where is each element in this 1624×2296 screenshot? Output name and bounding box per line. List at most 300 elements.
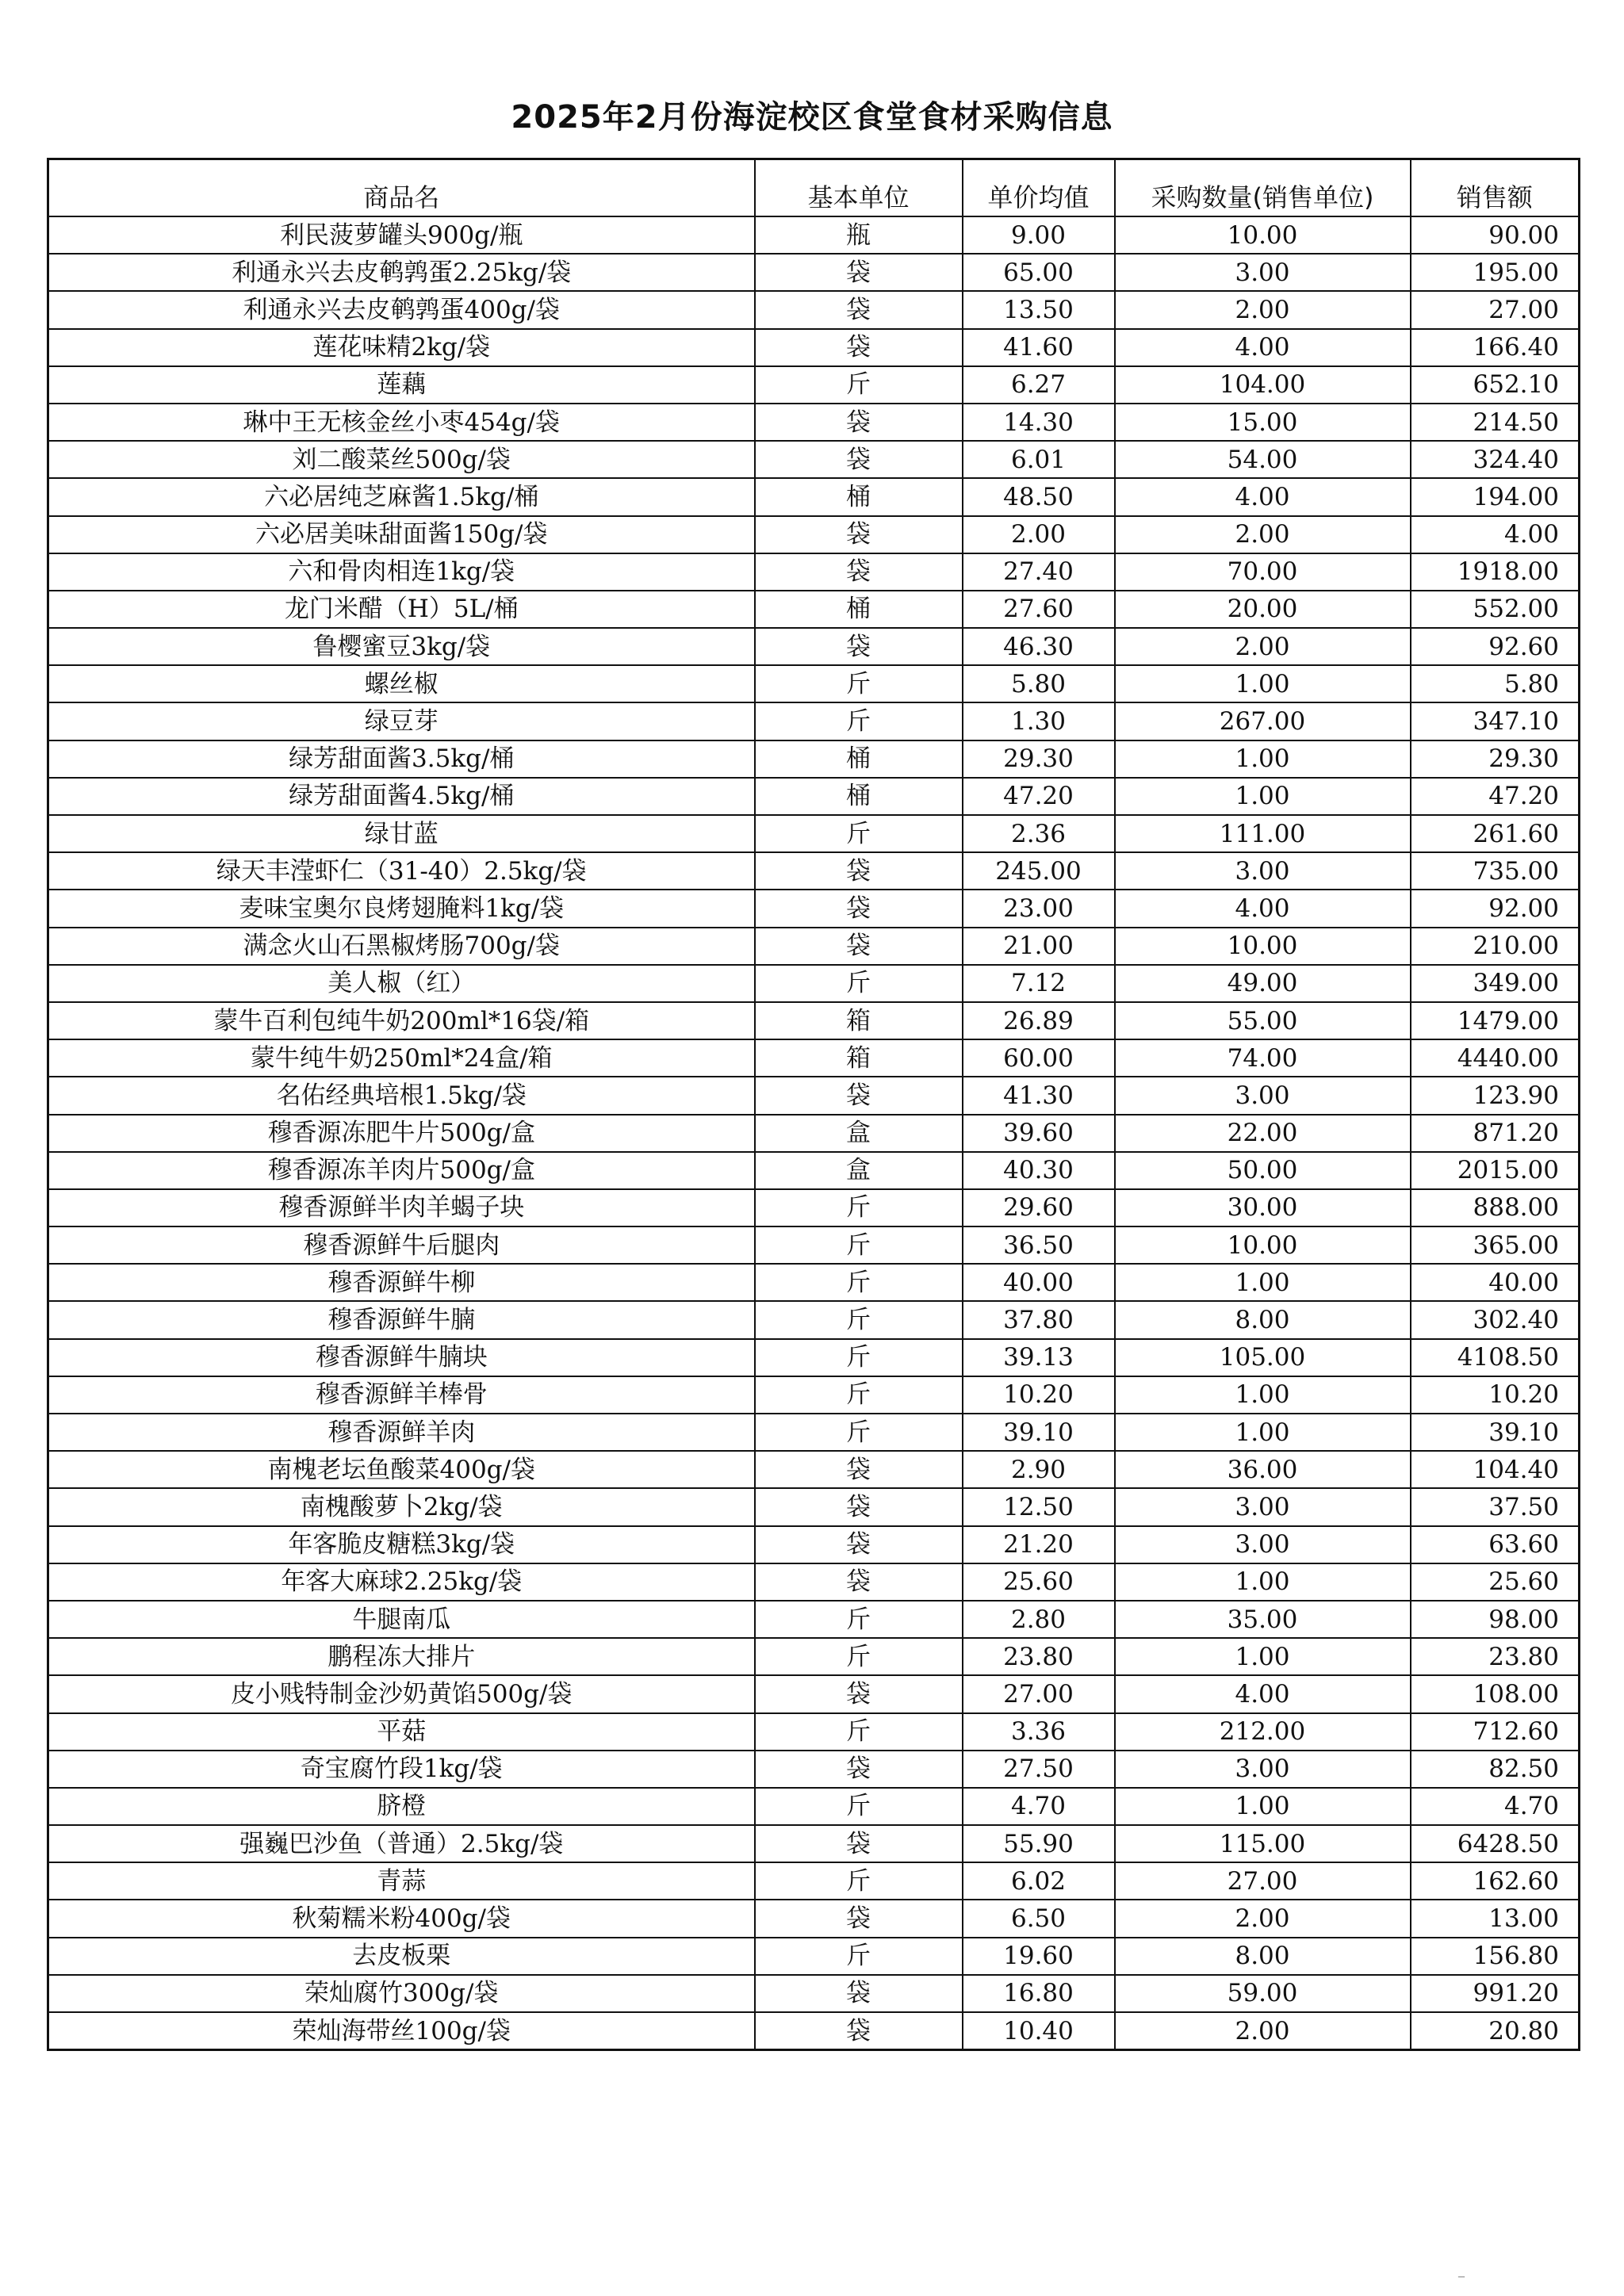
cell-purchase-quantity: 54.00 (1115, 441, 1411, 478)
cell-product-name: 莲藕 (48, 366, 755, 404)
cell-product-name: 强巍巴沙鱼（普通）2.5kg/袋 (48, 1825, 755, 1862)
cell-base-unit: 袋 (755, 329, 963, 366)
cell-base-unit: 桶 (755, 778, 963, 815)
cell-purchase-quantity: 115.00 (1115, 1825, 1411, 1862)
cell-base-unit: 斤 (755, 665, 963, 702)
cell-base-unit: 袋 (755, 1526, 963, 1563)
table-row (48, 852, 1580, 890)
cell-base-unit: 斤 (755, 1938, 963, 1975)
table-row (48, 1451, 1580, 1488)
cell-avg-unit-price: 26.89 (963, 1002, 1115, 1039)
table-row (48, 1975, 1580, 2012)
cell-sales-amount: 104.40 (1411, 1451, 1580, 1488)
cell-purchase-quantity: 1.00 (1115, 778, 1411, 815)
cell-base-unit: 斤 (755, 815, 963, 852)
cell-product-name: 六必居美味甜面酱150g/袋 (48, 516, 755, 553)
table-row (48, 1751, 1580, 1788)
cell-avg-unit-price: 4.70 (963, 1788, 1115, 1825)
cell-purchase-quantity: 22.00 (1115, 1115, 1411, 1152)
cell-base-unit: 斤 (755, 1339, 963, 1376)
cell-avg-unit-price: 2.00 (963, 516, 1115, 553)
cell-base-unit: 袋 (755, 628, 963, 665)
cell-sales-amount: 82.50 (1411, 1751, 1580, 1788)
cell-avg-unit-price: 10.40 (963, 2012, 1115, 2050)
cell-base-unit: 袋 (755, 1563, 963, 1601)
table-row (48, 1563, 1580, 1601)
cell-product-name: 绿豆芽 (48, 702, 755, 740)
cell-avg-unit-price: 9.00 (963, 216, 1115, 254)
cell-sales-amount: 712.60 (1411, 1713, 1580, 1751)
cell-avg-unit-price: 21.20 (963, 1526, 1115, 1563)
cell-avg-unit-price: 6.27 (963, 366, 1115, 404)
cell-purchase-quantity: 4.00 (1115, 1675, 1411, 1712)
cell-avg-unit-price: 1.30 (963, 702, 1115, 740)
cell-base-unit: 箱 (755, 1039, 963, 1077)
cell-base-unit: 斤 (755, 1376, 963, 1414)
cell-purchase-quantity: 3.00 (1115, 254, 1411, 291)
cell-product-name: 穆香源鲜牛后腿肉 (48, 1226, 755, 1264)
cell-avg-unit-price: 2.36 (963, 815, 1115, 852)
cell-base-unit: 斤 (755, 1601, 963, 1638)
cell-avg-unit-price: 27.00 (963, 1675, 1115, 1712)
cell-sales-amount: 194.00 (1411, 478, 1580, 515)
cell-base-unit: 袋 (755, 1975, 963, 2012)
table-row (48, 965, 1580, 1002)
cell-product-name: 穆香源鲜半肉羊蝎子块 (48, 1189, 755, 1226)
cell-product-name: 皮小贱特制金沙奶黄馅500g/袋 (48, 1675, 755, 1712)
cell-base-unit: 斤 (755, 1862, 963, 1900)
cell-purchase-quantity: 10.00 (1115, 216, 1411, 254)
cell-purchase-quantity: 1.00 (1115, 665, 1411, 702)
cell-sales-amount: 39.10 (1411, 1414, 1580, 1451)
cell-sales-amount: 123.90 (1411, 1077, 1580, 1114)
cell-base-unit: 斤 (755, 1226, 963, 1264)
table-row (48, 291, 1580, 328)
table-row (48, 702, 1580, 740)
cell-avg-unit-price: 14.30 (963, 404, 1115, 441)
cell-product-name: 穆香源鲜牛柳 (48, 1264, 755, 1301)
cell-avg-unit-price: 36.50 (963, 1226, 1115, 1264)
table-row (48, 1713, 1580, 1751)
cell-purchase-quantity: 50.00 (1115, 1152, 1411, 1189)
cell-product-name: 穆香源鲜羊棒骨 (48, 1376, 755, 1414)
cell-base-unit: 斤 (755, 1264, 963, 1301)
cell-base-unit: 斤 (755, 1788, 963, 1825)
cell-base-unit: 袋 (755, 291, 963, 328)
cell-avg-unit-price: 23.00 (963, 890, 1115, 927)
cell-product-name: 青蒜 (48, 1862, 755, 1900)
cell-purchase-quantity: 212.00 (1115, 1713, 1411, 1751)
cell-sales-amount: 552.00 (1411, 591, 1580, 628)
cell-avg-unit-price: 10.20 (963, 1376, 1115, 1414)
cell-base-unit: 桶 (755, 740, 963, 778)
cell-sales-amount: 4.00 (1411, 516, 1580, 553)
cell-purchase-quantity: 104.00 (1115, 366, 1411, 404)
cell-avg-unit-price: 29.30 (963, 740, 1115, 778)
table-row (48, 1301, 1580, 1338)
cell-avg-unit-price: 19.60 (963, 1938, 1115, 1975)
cell-sales-amount: 37.50 (1411, 1488, 1580, 1525)
cell-purchase-quantity: 2.00 (1115, 2012, 1411, 2050)
cell-base-unit: 斤 (755, 1638, 963, 1675)
cell-avg-unit-price: 5.80 (963, 665, 1115, 702)
table-row (48, 254, 1580, 291)
header-base-unit: 基本单位 (755, 159, 963, 217)
cell-product-name: 利民菠萝罐头900g/瓶 (48, 216, 755, 254)
cell-sales-amount: 261.60 (1411, 815, 1580, 852)
table-row (48, 216, 1580, 254)
cell-sales-amount: 166.40 (1411, 329, 1580, 366)
cell-avg-unit-price: 60.00 (963, 1039, 1115, 1077)
cell-avg-unit-price: 48.50 (963, 478, 1115, 515)
table-row (48, 1601, 1580, 1638)
cell-product-name: 莲花味精2kg/袋 (48, 329, 755, 366)
cell-purchase-quantity: 15.00 (1115, 404, 1411, 441)
cell-sales-amount: 23.80 (1411, 1638, 1580, 1675)
cell-product-name: 鲁樱蜜豆3kg/袋 (48, 628, 755, 665)
cell-sales-amount: 210.00 (1411, 928, 1580, 965)
cell-base-unit: 袋 (755, 254, 963, 291)
cell-product-name: 绿芳甜面酱4.5kg/桶 (48, 778, 755, 815)
table-row (48, 1414, 1580, 1451)
cell-base-unit: 瓶 (755, 216, 963, 254)
cell-avg-unit-price: 6.01 (963, 441, 1115, 478)
cell-product-name: 蒙牛纯牛奶250ml*24盒/箱 (48, 1039, 755, 1077)
table-row (48, 1938, 1580, 1975)
procurement-table (47, 158, 1580, 2051)
table-row (48, 1488, 1580, 1525)
table-row (48, 1675, 1580, 1712)
cell-purchase-quantity: 2.00 (1115, 516, 1411, 553)
cell-sales-amount: 63.60 (1411, 1526, 1580, 1563)
cell-sales-amount: 156.80 (1411, 1938, 1580, 1975)
cell-sales-amount: 652.10 (1411, 366, 1580, 404)
table-row (48, 890, 1580, 927)
cell-sales-amount: 365.00 (1411, 1226, 1580, 1264)
cell-avg-unit-price: 2.90 (963, 1451, 1115, 1488)
cell-product-name: 穆香源鲜羊肉 (48, 1414, 755, 1451)
cell-product-name: 龙门米醋（H）5L/桶 (48, 591, 755, 628)
table-row (48, 778, 1580, 815)
cell-base-unit: 袋 (755, 1451, 963, 1488)
table-row (48, 1226, 1580, 1264)
cell-avg-unit-price: 41.30 (963, 1077, 1115, 1114)
cell-avg-unit-price: 25.60 (963, 1563, 1115, 1601)
table-row (48, 665, 1580, 702)
cell-sales-amount: 195.00 (1411, 254, 1580, 291)
cell-avg-unit-price: 40.00 (963, 1264, 1115, 1301)
cell-sales-amount: 27.00 (1411, 291, 1580, 328)
cell-product-name: 美人椒（红） (48, 965, 755, 1002)
cell-avg-unit-price: 55.90 (963, 1825, 1115, 1862)
cell-purchase-quantity: 74.00 (1115, 1039, 1411, 1077)
cell-sales-amount: 108.00 (1411, 1675, 1580, 1712)
cell-base-unit: 斤 (755, 1189, 963, 1226)
table-row (48, 1115, 1580, 1152)
cell-product-name: 六必居纯芝麻酱1.5kg/桶 (48, 478, 755, 515)
cell-avg-unit-price: 39.13 (963, 1339, 1115, 1376)
cell-purchase-quantity: 10.00 (1115, 928, 1411, 965)
cell-purchase-quantity: 20.00 (1115, 591, 1411, 628)
cell-product-name: 麦味宝奥尔良烤翅腌料1kg/袋 (48, 890, 755, 927)
cell-product-name: 利通永兴去皮鹌鹑蛋2.25kg/袋 (48, 254, 755, 291)
cell-purchase-quantity: 1.00 (1115, 1264, 1411, 1301)
table-row (48, 591, 1580, 628)
cell-sales-amount: 40.00 (1411, 1264, 1580, 1301)
cell-product-name: 琳中王无核金丝小枣454g/袋 (48, 404, 755, 441)
cell-sales-amount: 888.00 (1411, 1189, 1580, 1226)
cell-purchase-quantity: 3.00 (1115, 1488, 1411, 1525)
cell-base-unit: 袋 (755, 1077, 963, 1114)
table-row (48, 1264, 1580, 1301)
cell-avg-unit-price: 39.10 (963, 1414, 1115, 1451)
cell-purchase-quantity: 35.00 (1115, 1601, 1411, 1638)
cell-purchase-quantity: 8.00 (1115, 1301, 1411, 1338)
cell-base-unit: 袋 (755, 852, 963, 890)
cell-avg-unit-price: 6.02 (963, 1862, 1115, 1900)
cell-base-unit: 袋 (755, 1488, 963, 1525)
cell-avg-unit-price: 47.20 (963, 778, 1115, 815)
cell-product-name: 绿甘蓝 (48, 815, 755, 852)
table-row (48, 815, 1580, 852)
cell-purchase-quantity: 3.00 (1115, 1077, 1411, 1114)
cell-purchase-quantity: 30.00 (1115, 1189, 1411, 1226)
cell-purchase-quantity: 105.00 (1115, 1339, 1411, 1376)
cell-sales-amount: 29.30 (1411, 740, 1580, 778)
cell-purchase-quantity: 4.00 (1115, 890, 1411, 927)
cell-base-unit: 袋 (755, 928, 963, 965)
cell-product-name: 刘二酸菜丝500g/袋 (48, 441, 755, 478)
cell-purchase-quantity: 49.00 (1115, 965, 1411, 1002)
cell-sales-amount: 302.40 (1411, 1301, 1580, 1338)
cell-product-name: 螺丝椒 (48, 665, 755, 702)
cell-product-name: 牛腿南瓜 (48, 1601, 755, 1638)
cell-avg-unit-price: 245.00 (963, 852, 1115, 890)
cell-product-name: 南槐酸萝卜2kg/袋 (48, 1488, 755, 1525)
cell-product-name: 奇宝腐竹段1kg/袋 (48, 1751, 755, 1788)
cell-base-unit: 袋 (755, 1900, 963, 1937)
cell-base-unit: 桶 (755, 591, 963, 628)
cell-purchase-quantity: 55.00 (1115, 1002, 1411, 1039)
cell-avg-unit-price: 40.30 (963, 1152, 1115, 1189)
cell-sales-amount: 13.00 (1411, 1900, 1580, 1937)
table-row (48, 1638, 1580, 1675)
cell-avg-unit-price: 23.80 (963, 1638, 1115, 1675)
cell-sales-amount: 1479.00 (1411, 1002, 1580, 1039)
cell-sales-amount: 47.20 (1411, 778, 1580, 815)
cell-product-name: 荣灿腐竹300g/袋 (48, 1975, 755, 2012)
cell-avg-unit-price: 6.50 (963, 1900, 1115, 1937)
cell-base-unit: 斤 (755, 1713, 963, 1751)
cell-purchase-quantity: 1.00 (1115, 1563, 1411, 1601)
cell-sales-amount: 4.70 (1411, 1788, 1580, 1825)
table-row (48, 2012, 1580, 2050)
cell-product-name: 蒙牛百利包纯牛奶200ml*16袋/箱 (48, 1002, 755, 1039)
cell-avg-unit-price: 29.60 (963, 1189, 1115, 1226)
cell-sales-amount: 20.80 (1411, 2012, 1580, 2050)
cell-base-unit: 盒 (755, 1115, 963, 1152)
header-product-name: 商品名 (48, 159, 755, 217)
table-row (48, 1825, 1580, 1862)
cell-product-name: 穆香源冻羊肉片500g/盒 (48, 1152, 755, 1189)
cell-sales-amount: 5.80 (1411, 665, 1580, 702)
cell-product-name: 去皮板栗 (48, 1938, 755, 1975)
cell-purchase-quantity: 3.00 (1115, 1751, 1411, 1788)
cell-purchase-quantity: 1.00 (1115, 740, 1411, 778)
cell-sales-amount: 349.00 (1411, 965, 1580, 1002)
cell-sales-amount: 25.60 (1411, 1563, 1580, 1601)
cell-sales-amount: 2015.00 (1411, 1152, 1580, 1189)
table-row (48, 1526, 1580, 1563)
cell-purchase-quantity: 4.00 (1115, 478, 1411, 515)
cell-product-name: 绿天丰滢虾仁（31-40）2.5kg/袋 (48, 852, 755, 890)
cell-base-unit: 斤 (755, 1301, 963, 1338)
cell-sales-amount: 871.20 (1411, 1115, 1580, 1152)
cell-base-unit: 袋 (755, 404, 963, 441)
cell-purchase-quantity: 1.00 (1115, 1376, 1411, 1414)
cell-base-unit: 袋 (755, 516, 963, 553)
cell-avg-unit-price: 65.00 (963, 254, 1115, 291)
cell-base-unit: 袋 (755, 1675, 963, 1712)
table-row (48, 1152, 1580, 1189)
cell-base-unit: 盒 (755, 1152, 963, 1189)
cell-base-unit: 箱 (755, 1002, 963, 1039)
cell-avg-unit-price: 27.60 (963, 591, 1115, 628)
table-row (48, 553, 1580, 591)
cell-avg-unit-price: 7.12 (963, 965, 1115, 1002)
cell-sales-amount: 4108.50 (1411, 1339, 1580, 1376)
cell-avg-unit-price: 12.50 (963, 1488, 1115, 1525)
cell-product-name: 脐橙 (48, 1788, 755, 1825)
table-row (48, 1189, 1580, 1226)
cell-base-unit: 斤 (755, 702, 963, 740)
cell-sales-amount: 347.10 (1411, 702, 1580, 740)
table-row (48, 516, 1580, 553)
cell-product-name: 六和骨肉相连1kg/袋 (48, 553, 755, 591)
cell-base-unit: 袋 (755, 1825, 963, 1862)
cell-sales-amount: 324.40 (1411, 441, 1580, 478)
cell-avg-unit-price: 39.60 (963, 1115, 1115, 1152)
cell-purchase-quantity: 267.00 (1115, 702, 1411, 740)
table-row (48, 478, 1580, 515)
cell-base-unit: 桶 (755, 478, 963, 515)
cell-base-unit: 袋 (755, 1751, 963, 1788)
cell-sales-amount: 98.00 (1411, 1601, 1580, 1638)
cell-base-unit: 袋 (755, 2012, 963, 2050)
cell-avg-unit-price: 13.50 (963, 291, 1115, 328)
cell-base-unit: 袋 (755, 890, 963, 927)
page-footer-mark: – (1457, 2266, 1465, 2285)
table-row (48, 628, 1580, 665)
table-row (48, 1788, 1580, 1825)
cell-sales-amount: 10.20 (1411, 1376, 1580, 1414)
cell-avg-unit-price: 37.80 (963, 1301, 1115, 1338)
cell-avg-unit-price: 41.60 (963, 329, 1115, 366)
cell-purchase-quantity: 59.00 (1115, 1975, 1411, 2012)
cell-product-name: 满念火山石黑椒烤肠700g/袋 (48, 928, 755, 965)
header-sales-amount: 销售额 (1411, 159, 1580, 217)
cell-purchase-quantity: 111.00 (1115, 815, 1411, 852)
cell-base-unit: 袋 (755, 441, 963, 478)
cell-sales-amount: 6428.50 (1411, 1825, 1580, 1862)
cell-sales-amount: 90.00 (1411, 216, 1580, 254)
table-row (48, 1002, 1580, 1039)
cell-purchase-quantity: 1.00 (1115, 1788, 1411, 1825)
table-row (48, 366, 1580, 404)
cell-base-unit: 袋 (755, 553, 963, 591)
cell-avg-unit-price: 21.00 (963, 928, 1115, 965)
cell-product-name: 南槐老坛鱼酸菜400g/袋 (48, 1451, 755, 1488)
cell-product-name: 穆香源冻肥牛片500g/盒 (48, 1115, 755, 1152)
table-header-row (48, 159, 1580, 217)
cell-avg-unit-price: 27.50 (963, 1751, 1115, 1788)
page-title: 2025年2月份海淀校区食堂食材采购信息 (511, 99, 1113, 136)
cell-product-name: 秋菊糯米粉400g/袋 (48, 1900, 755, 1937)
cell-sales-amount: 991.20 (1411, 1975, 1580, 2012)
cell-purchase-quantity: 27.00 (1115, 1862, 1411, 1900)
cell-product-name: 平菇 (48, 1713, 755, 1751)
cell-purchase-quantity: 1.00 (1115, 1414, 1411, 1451)
cell-avg-unit-price: 2.80 (963, 1601, 1115, 1638)
header-avg-unit-price: 单价均值 (963, 159, 1115, 217)
cell-product-name: 穆香源鲜牛腩 (48, 1301, 755, 1338)
cell-purchase-quantity: 3.00 (1115, 1526, 1411, 1563)
cell-sales-amount: 4440.00 (1411, 1039, 1580, 1077)
table-row (48, 1376, 1580, 1414)
cell-product-name: 名佑经典培根1.5kg/袋 (48, 1077, 755, 1114)
cell-avg-unit-price: 16.80 (963, 1975, 1115, 2012)
table-body (48, 216, 1580, 2050)
table-row (48, 329, 1580, 366)
table-row (48, 928, 1580, 965)
cell-purchase-quantity: 2.00 (1115, 291, 1411, 328)
cell-base-unit: 斤 (755, 366, 963, 404)
cell-product-name: 年客脆皮糖糕3kg/袋 (48, 1526, 755, 1563)
header-purchase-quantity: 采购数量(销售单位) (1115, 159, 1411, 217)
cell-sales-amount: 162.60 (1411, 1862, 1580, 1900)
cell-base-unit: 斤 (755, 1414, 963, 1451)
table-row (48, 1077, 1580, 1114)
cell-product-name: 绿芳甜面酱3.5kg/桶 (48, 740, 755, 778)
cell-purchase-quantity: 8.00 (1115, 1938, 1411, 1975)
cell-purchase-quantity: 4.00 (1115, 329, 1411, 366)
cell-product-name: 利通永兴去皮鹌鹑蛋400g/袋 (48, 291, 755, 328)
cell-product-name: 年客大麻球2.25kg/袋 (48, 1563, 755, 1601)
cell-product-name: 穆香源鲜牛腩块 (48, 1339, 755, 1376)
cell-purchase-quantity: 1.00 (1115, 1638, 1411, 1675)
cell-sales-amount: 92.60 (1411, 628, 1580, 665)
table-row (48, 404, 1580, 441)
cell-purchase-quantity: 2.00 (1115, 628, 1411, 665)
cell-purchase-quantity: 36.00 (1115, 1451, 1411, 1488)
table-row (48, 1339, 1580, 1376)
cell-sales-amount: 1918.00 (1411, 553, 1580, 591)
cell-avg-unit-price: 46.30 (963, 628, 1115, 665)
cell-base-unit: 斤 (755, 965, 963, 1002)
cell-purchase-quantity: 10.00 (1115, 1226, 1411, 1264)
cell-purchase-quantity: 70.00 (1115, 553, 1411, 591)
table-row (48, 740, 1580, 778)
table-row (48, 1900, 1580, 1937)
cell-avg-unit-price: 3.36 (963, 1713, 1115, 1751)
cell-product-name: 荣灿海带丝100g/袋 (48, 2012, 755, 2050)
table-row (48, 441, 1580, 478)
cell-purchase-quantity: 3.00 (1115, 852, 1411, 890)
cell-avg-unit-price: 27.40 (963, 553, 1115, 591)
table-row (48, 1039, 1580, 1077)
cell-purchase-quantity: 2.00 (1115, 1900, 1411, 1937)
cell-sales-amount: 735.00 (1411, 852, 1580, 890)
